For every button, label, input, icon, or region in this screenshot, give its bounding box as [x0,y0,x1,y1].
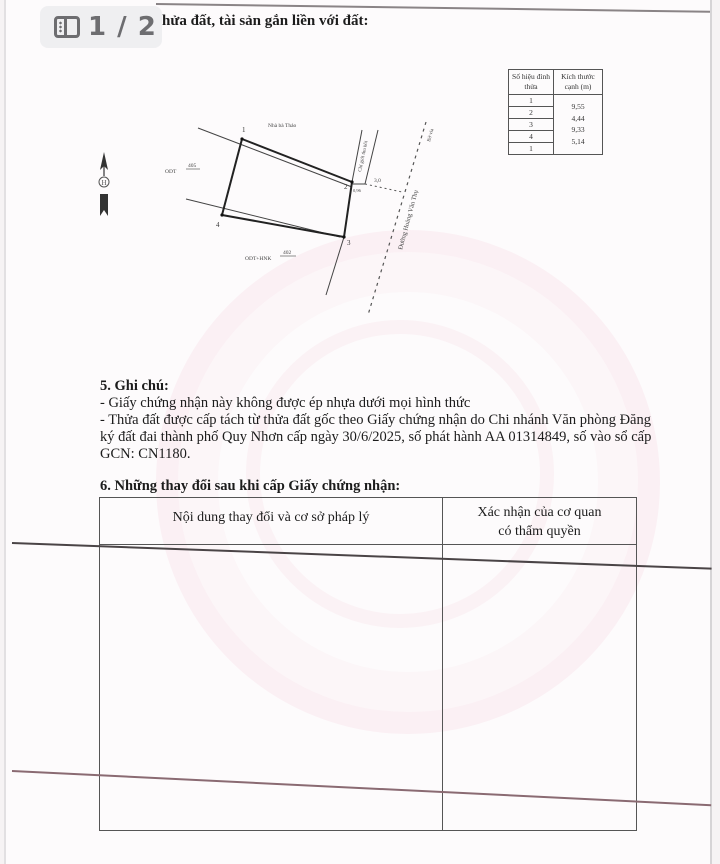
svg-text:H: H [101,179,107,187]
page-number: 1 / 2 [88,12,157,42]
section-heading-fragment: hửa đất, tài sản gắn liền với đất: [162,13,369,29]
parcel-diagram [90,100,470,320]
length-value: 9,55 [571,102,585,111]
svg-text:Đường Hoàng Văn Thụ: Đường Hoàng Văn Thụ [397,189,420,251]
edge-length-table [508,69,603,155]
svg-text:402: 402 [283,250,292,256]
vertex-cell: 2 [509,107,554,119]
notes-title: 5. Ghi chú: [100,378,169,394]
paper-fold-line [156,3,712,12]
changes-table-header [100,498,636,545]
length-value: 9,33 [571,125,585,134]
column-divider [442,498,443,830]
page-indicator[interactable] [40,6,162,48]
changes-col1-header: Nội dung thay đổi và cơ sở pháp lý [172,510,370,525]
length-value: 4,44 [571,113,585,123]
changes-col2-header-line: Xác nhận của cơ quan [477,505,602,520]
sidebar-panel-icon[interactable] [54,16,80,38]
vertex-cell: 1 [509,95,554,107]
svg-text:1: 1 [242,126,246,134]
length-cell [554,95,603,155]
note-line: - Thửa đất được cấp tách từ thửa đất gốc theo Giấy chứng nhận do Chi nhánh Văn phòng Đăng ký đất đai thành phố Quy Nhơn cấp ngày 30/6/2025, số phát hành AA 01314849, số vào sổ cấp GCN: CN1180. [100,412,652,462]
svg-text:ODT+HNK: ODT+HNK [245,256,272,262]
changes-col2-header-line: có thẩm quyền [498,524,581,539]
svg-text:0,96: 0,96 [353,188,361,193]
svg-text:3,0: 3,0 [374,178,381,184]
svg-text:Chỉ giới thu hồi: Chỉ giới thu hồi [358,140,370,173]
edge-table-header-vertex: Số hiệu đỉnh thửa [509,70,554,95]
vertex-cell: 4 [509,131,554,143]
edge-table-header-length: Kích thước cạnh (m) [554,70,603,95]
svg-text:2: 2 [344,183,348,191]
note-line: - Giấy chứng nhận này không được ép nhựa dưới mọi hình thức [100,395,471,411]
svg-text:Bờ vỉa: Bờ vỉa [427,128,436,143]
changes-table [99,497,637,831]
north-arrow-icon [99,152,109,216]
vertex-cell: 3 [509,119,554,131]
svg-text:4: 4 [216,221,220,229]
vertex-cell: 1 [509,143,554,155]
changes-col2-header [443,503,636,541]
notes-section [100,378,660,463]
length-value: 5,14 [571,136,585,146]
svg-text:405: 405 [188,163,197,169]
svg-text:3: 3 [347,239,351,247]
svg-text:ODT: ODT [165,169,177,175]
changes-title: 6. Những thay đổi sau khi cấp Giấy chứng nhận: [100,478,401,494]
svg-text:Nhà bà Thảo: Nhà bà Thảo [268,123,297,129]
